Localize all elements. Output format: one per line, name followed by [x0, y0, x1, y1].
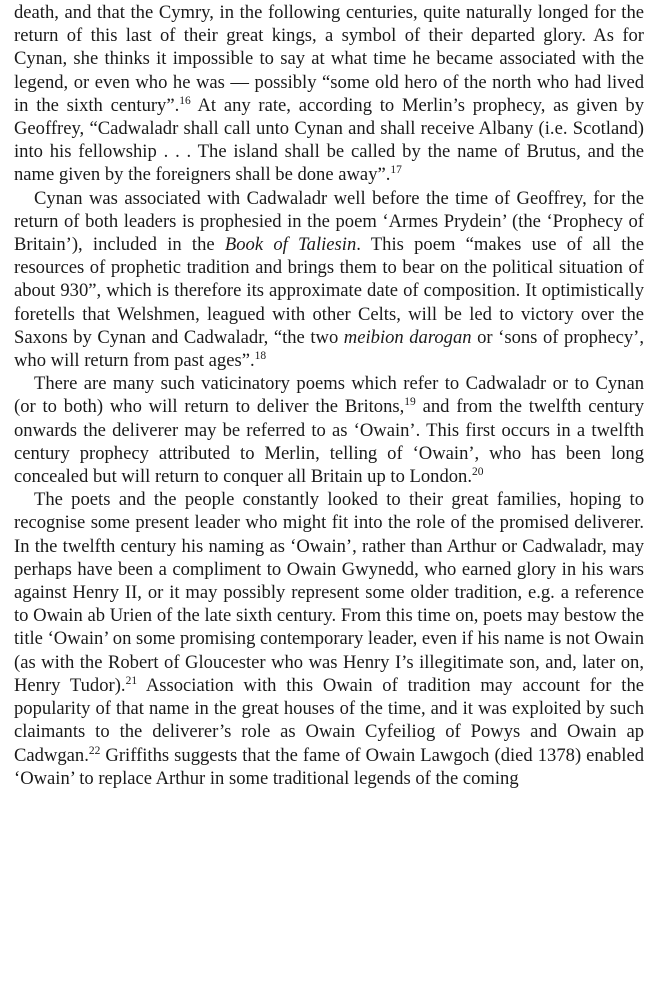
paragraph-2-text-c: or ‘sons of prophecy’, who will return from past ages”.	[14, 326, 644, 372]
paragraph-1-text-b: At any rate, according to Merlin’s prophecy, as given by Geoffrey, “Cadwaladr shall call unto Cynan and shall receive Albany (i.e. Scotland) into his fellowship . . . The island shall be called by the name of Brutus, and the name given by the foreigners shall be done away”.	[14, 94, 644, 186]
welsh-term-italic: meibion darogan	[343, 326, 472, 348]
footnote-ref-22: 22	[88, 744, 101, 757]
paragraph-2	[14, 187, 644, 373]
footnote-ref-17: 17	[390, 164, 402, 177]
paragraph-4	[14, 488, 644, 790]
book-title-italic: Book of Taliesin	[224, 234, 357, 256]
paragraph-1	[14, 1, 644, 187]
paragraph-3-text-a: There are many such vaticinatory poems which refer to Cadwaladr or to Cynan (or to both) who will return to deliver the Britons,	[14, 373, 644, 418]
footnote-ref-20: 20	[472, 466, 484, 479]
paragraph-4-text-a: The poets and the people constantly looked to their great families, hoping to recognise some present leader who might fit into the role of the promised deliverer. In the twelfth century his naming as ‘Owain’, rather than Arthur or Cadwaladr, may perhaps have been a compliment to Owain Gwynedd, who earned glory in his wars against Henry II, or it may possibly represent some older tradition, e.g. a reference to Owain ab Urien of the late sixth century. From this time on, poets may bestow the title ‘Owain’ on some promising contemporary leader, even if his name is not Owain (as with the Robert of Gloucester who was Henry I’s illegitimate son, and, later on, Henry Tudor).	[14, 489, 644, 696]
paragraph-4-text-b: Association with this Owain of tradition may account for the popularity of that name in the great houses of the time, and it was exploited by such claimants to the deliverer’s role as Owain Cyfeiliog of Powys and Owain ap Cadwgan.	[14, 674, 644, 766]
footnote-ref-19: 19	[404, 396, 416, 409]
paragraph-2-text-a: Cynan was associated with Cadwaladr well before the time of Geoffrey, for the return of both leaders is prophesied in the poem ‘Armes Prydein’ (the ‘Prophecy of Britain’), included in the	[14, 187, 644, 256]
paragraph-2-text-b: . This poem “makes use of all the resources of prophetic tradition and brings them to bear on the political situation of about 930”, which is therefore its approximate date of composition. It optimistically foretells that Welshmen, leagued with other Celts, will be led to victory over the Saxons by Cynan and Cadwaladr, “the two	[14, 234, 644, 348]
paragraph-1-text-a: death, and that the Cymry, in the following centuries, quite naturally longed for the return of this last of their great kings, a symbol of their departed glory. As for Cynan, she thinks it impossible to say at what time he became associated with the legend, or even who he was — possibly “some old hero of the north who had lived in the sixth century”.	[14, 2, 644, 116]
paragraph-4-text-c: Griffiths suggests that the fame of Owain Lawgoch (died 1378) enabled ‘Owain’ to replace Arthur in some traditional legends of the coming	[14, 744, 644, 789]
paragraph-3	[14, 372, 644, 488]
footnote-ref-16: 16	[179, 94, 191, 107]
paragraph-3-text-b: and from the twelfth century onwards the deliverer may be referred to as ‘Owain’. This first occurs in a twelfth century prophecy attributed to Merlin, telling of ‘Owain’, who has been long concealed but will return to conquer all Britain up to London.	[14, 396, 645, 488]
document-page	[14, 0, 644, 790]
footnote-ref-21: 21	[125, 674, 138, 687]
footnote-ref-18: 18	[254, 350, 267, 363]
